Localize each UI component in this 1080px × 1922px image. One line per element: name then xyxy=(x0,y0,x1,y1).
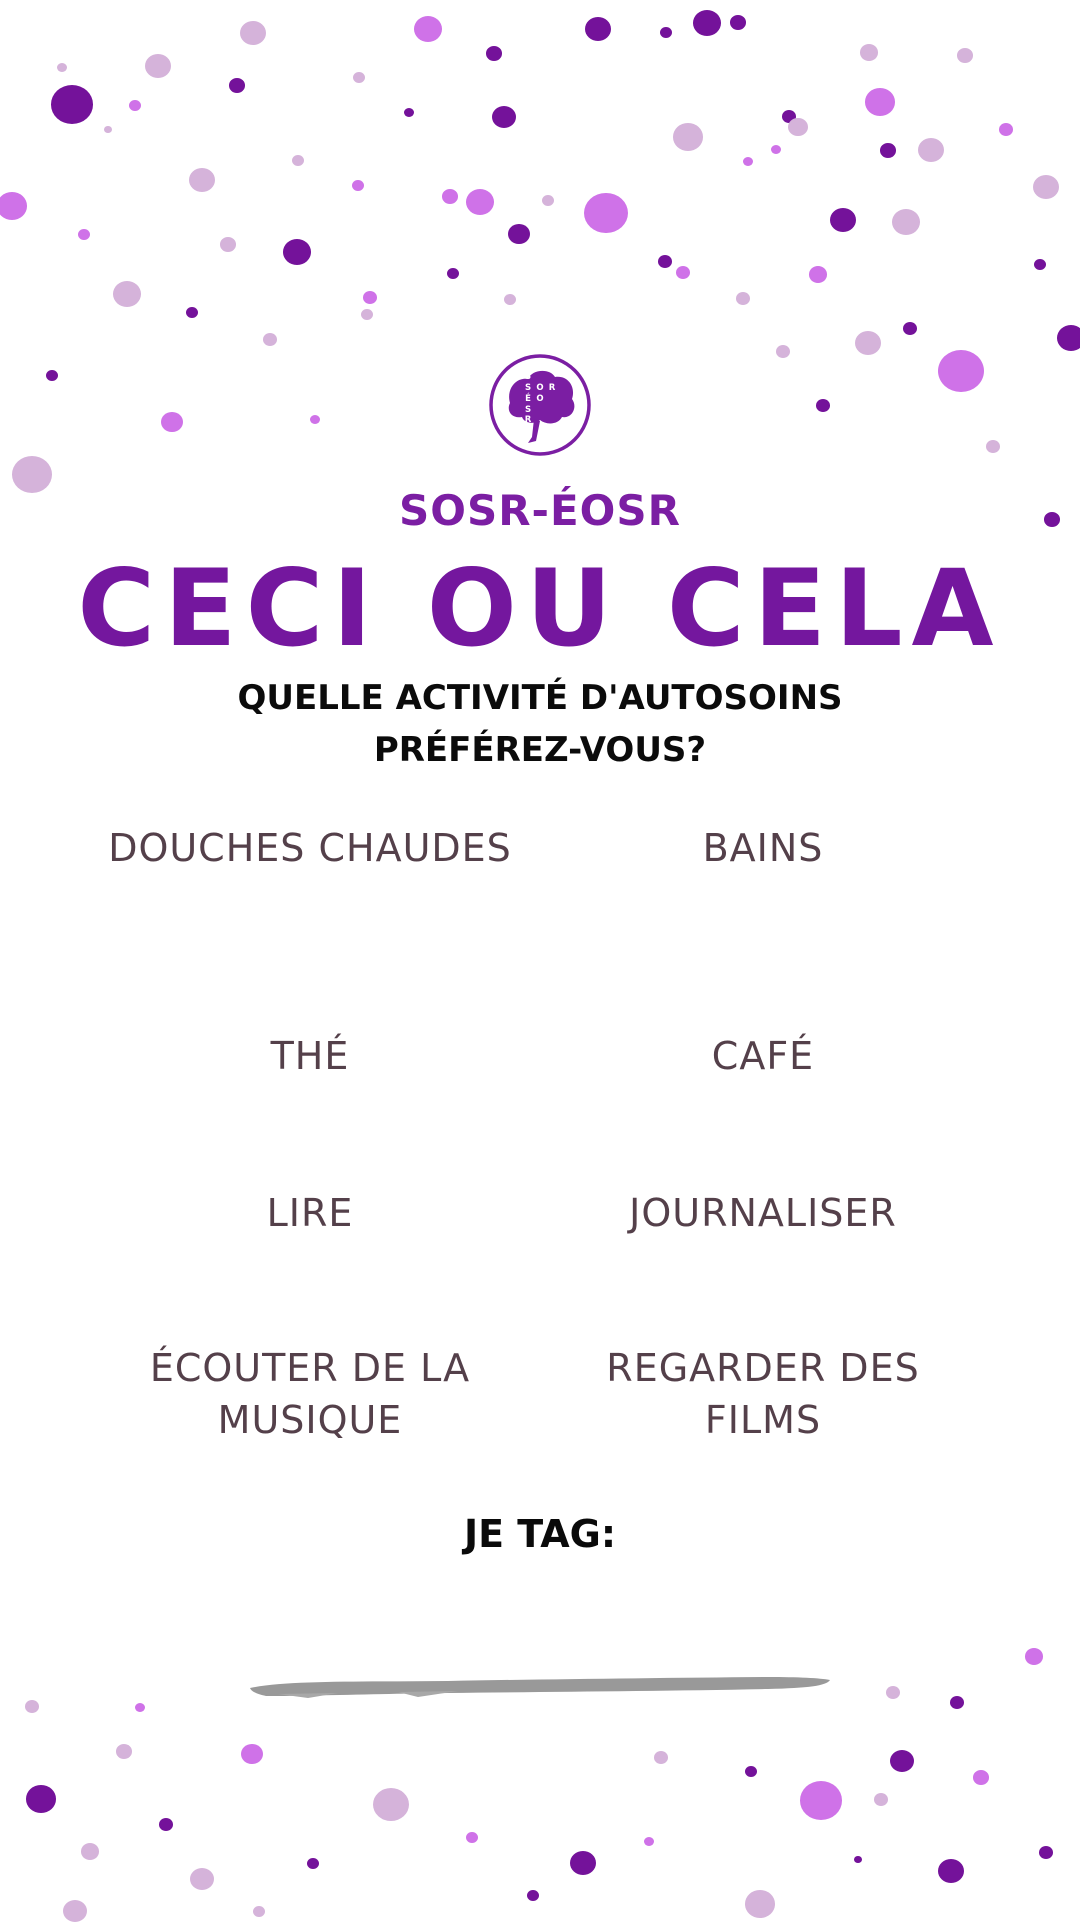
confetti-dot xyxy=(492,106,516,128)
confetti-dot xyxy=(527,1890,539,1901)
org-name: SOSR-ÉOSR xyxy=(399,486,681,535)
confetti-dot xyxy=(310,415,320,424)
confetti-dot xyxy=(404,108,414,117)
option-left-2: THÉ xyxy=(270,1034,350,1078)
confetti-dot xyxy=(292,155,304,166)
confetti-dot xyxy=(938,1859,964,1883)
confetti-dot xyxy=(26,1785,56,1813)
confetti-dot xyxy=(240,21,266,45)
confetti-dot xyxy=(135,1703,145,1712)
svg-text:S: S xyxy=(524,372,532,382)
confetti-dot xyxy=(800,1781,842,1820)
confetti-dot xyxy=(585,17,611,41)
confetti-dot xyxy=(658,255,672,268)
confetti-dot xyxy=(918,138,944,162)
confetti-dot xyxy=(542,195,554,206)
confetti-dot xyxy=(353,72,365,83)
confetti-dot xyxy=(782,110,796,123)
option-left-3: LIRE xyxy=(266,1191,354,1235)
confetti-dot xyxy=(352,180,364,191)
confetti-dot xyxy=(865,88,895,116)
confetti-dot xyxy=(693,10,721,36)
confetti-dot xyxy=(999,123,1013,136)
confetti-dot xyxy=(973,1770,989,1785)
confetti-dot xyxy=(986,440,1000,453)
svg-text:O: O xyxy=(536,383,544,393)
confetti-dot xyxy=(363,291,377,304)
option-right-4: REGARDER DES FILMS xyxy=(606,1346,920,1442)
confetti-dot xyxy=(938,350,984,392)
svg-text:R: R xyxy=(548,383,556,393)
confetti-dot xyxy=(950,1696,964,1709)
confetti-dot xyxy=(116,1744,132,1759)
confetti-dot xyxy=(307,1858,319,1869)
option-right-1: BAINS xyxy=(702,826,824,870)
confetti-dot xyxy=(1039,1846,1053,1859)
confetti-dot xyxy=(736,292,750,305)
confetti-dot xyxy=(1025,1648,1043,1665)
question-text: QUELLE ACTIVITÉ D'AUTOSOINS PRÉFÉREZ-VOUS? xyxy=(237,678,843,770)
confetti-dot xyxy=(584,193,628,233)
brain-icon xyxy=(509,371,575,443)
confetti-dot xyxy=(660,27,672,38)
confetti-dot xyxy=(880,143,896,158)
confetti-dot xyxy=(830,208,856,232)
confetti-dot xyxy=(903,322,917,335)
option-left-4: ÉCOUTER DE LA MUSIQUE xyxy=(149,1346,471,1442)
confetti-dot xyxy=(220,237,236,252)
confetti-dot xyxy=(855,331,881,355)
confetti-dot xyxy=(486,46,502,61)
confetti-dot xyxy=(1034,259,1046,270)
svg-text:É: É xyxy=(525,394,531,404)
confetti-dot xyxy=(0,192,27,220)
confetti-dot xyxy=(673,123,703,151)
confetti-dot xyxy=(570,1851,596,1875)
confetti-dot xyxy=(788,118,808,136)
confetti-dot xyxy=(466,189,494,215)
confetti-dot xyxy=(442,189,458,204)
confetti-dot xyxy=(104,126,112,133)
confetti-dot xyxy=(776,345,790,358)
confetti-dot xyxy=(892,209,920,235)
confetti-dot xyxy=(159,1818,173,1831)
confetti-dot xyxy=(466,1832,478,1843)
confetti-dot xyxy=(63,1900,87,1922)
confetti-dot xyxy=(1057,325,1080,351)
page-title: CECI OU CELA xyxy=(77,547,1003,670)
confetti-dot xyxy=(190,1868,214,1890)
confetti-dot xyxy=(1033,175,1059,199)
confetti-dot xyxy=(78,229,90,240)
confetti-dot xyxy=(113,281,141,307)
confetti-dot xyxy=(161,412,183,432)
confetti-dot xyxy=(186,307,198,318)
confetti-dot xyxy=(874,1793,888,1806)
confetti-dot xyxy=(229,78,245,93)
confetti-dot xyxy=(644,1837,654,1846)
confetti-dot xyxy=(730,15,746,30)
confetti-dot xyxy=(771,145,781,154)
confetti-dot xyxy=(654,1751,668,1764)
confetti-dot xyxy=(676,266,690,279)
confetti-dot xyxy=(414,16,442,42)
option-right-3: JOURNALISER xyxy=(629,1191,897,1235)
tag-label: JE TAG: xyxy=(463,1512,617,1556)
confetti-dot xyxy=(51,85,93,124)
confetti-dot xyxy=(263,333,277,346)
svg-text:R: R xyxy=(524,415,532,425)
svg-text:O: O xyxy=(536,394,544,404)
confetti-dot xyxy=(854,1856,862,1863)
confetti-dot xyxy=(57,63,67,72)
confetti-dot xyxy=(745,1890,775,1918)
confetti-dot xyxy=(809,266,827,283)
brush-stroke-divider xyxy=(248,1672,832,1702)
confetti-dot xyxy=(81,1843,99,1860)
confetti-dot xyxy=(129,100,141,111)
confetti-dot xyxy=(373,1788,409,1821)
sosr-logo xyxy=(488,353,592,457)
confetti-dot xyxy=(743,157,753,166)
confetti-dot xyxy=(46,370,58,381)
confetti-dot xyxy=(508,224,530,244)
confetti-dot xyxy=(25,1700,39,1713)
confetti-dot xyxy=(860,44,878,61)
confetti-dot xyxy=(816,399,830,412)
option-right-2: CAFÉ xyxy=(711,1034,815,1078)
confetti-dot xyxy=(745,1766,757,1777)
confetti-dot xyxy=(890,1750,914,1772)
confetti-dot xyxy=(189,168,215,192)
confetti-dot xyxy=(283,239,311,265)
svg-text:S: S xyxy=(524,383,532,393)
confetti-dot xyxy=(886,1686,900,1699)
svg-text:S: S xyxy=(524,405,532,415)
confetti-dot xyxy=(957,48,973,63)
confetti-dot xyxy=(241,1744,263,1764)
confetti-dot xyxy=(253,1906,265,1917)
confetti-dot xyxy=(145,54,171,78)
confetti-dot xyxy=(504,294,516,305)
confetti-dot xyxy=(447,268,459,279)
confetti-dot xyxy=(361,309,373,320)
option-left-1: DOUCHES CHAUDES xyxy=(108,826,512,870)
